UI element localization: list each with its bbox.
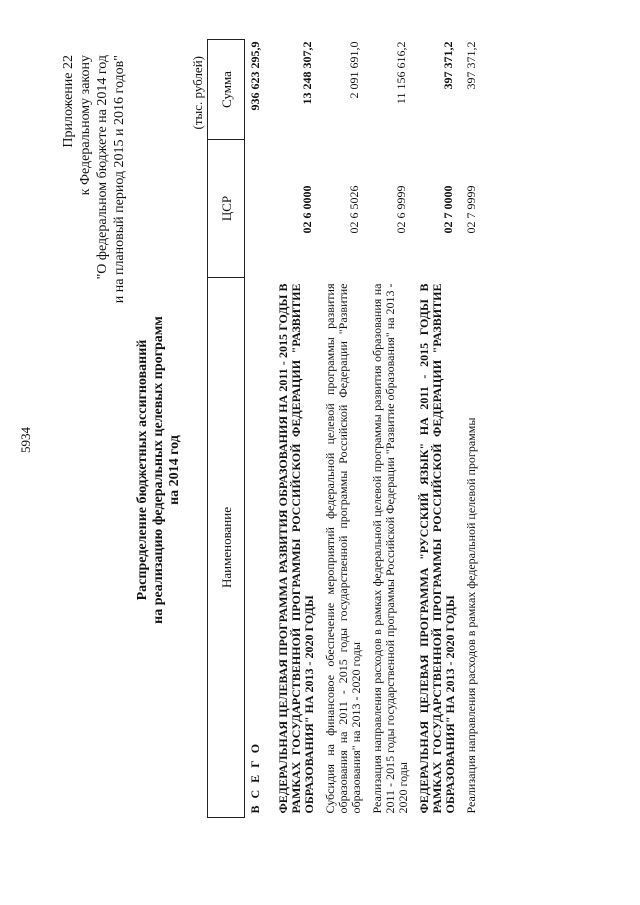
appendix-header bbox=[60, 55, 128, 475]
appendix-line-1: Приложение 22 bbox=[61, 55, 76, 148]
header-name: Наименование bbox=[208, 278, 245, 818]
total-row bbox=[245, 40, 274, 818]
row-name: Субсидия на финансовое обеспечение мероприятий федеральной целевой программы развития образования на 2011 - 2015 годы государственной программы Российской Федерации "Развитие образования" на 2013 - 2020 годы bbox=[323, 283, 363, 814]
row-name: ФЕДЕРАЛЬНАЯ ЦЕЛЕВАЯ ПРОГРАММА "РУССКИЙ ЯЗЫК" НА 2011 - 2015 ГОДЫ В РАМКАХ ГОСУДАРСТВЕННОЙ ПРОГРАММЫ РОССИЙСКОЙ ФЕДЕРАЦИИ "РАЗВИТИЕ ОБРАЗОВАНИЯ" НА 2013 - 2020 ГОДЫ bbox=[417, 283, 457, 814]
row-code: 02 6 9999 bbox=[394, 185, 408, 234]
budget-table bbox=[207, 39, 484, 818]
appendix-line-3: "О федеральном бюджете на 2014 год bbox=[95, 55, 110, 280]
appendix-line-2: к Федеральному закону bbox=[78, 55, 93, 196]
row-name: ФЕДЕРАЛЬНАЯ ЦЕЛЕВАЯ ПРОГРАММА РАЗВИТИЯ ОБРАЗОВАНИЯ НА 2011 - 2015 ГОДЫ В РАМКАХ ГОСУДАРСТВЕННОЙ ПРОГРАММЫ РОССИЙСКОЙ ФЕДЕРАЦИИ "РАЗВИТИЕ ОБРАЗОВАНИЯ" НА 2013 - 2020 ГОДЫ bbox=[276, 283, 316, 814]
total-label-text: В С Е Г О bbox=[248, 741, 262, 814]
total-amount: 936 623 295,9 bbox=[248, 41, 262, 111]
header-amount: Сумма bbox=[208, 40, 245, 140]
title-line-3: на 2014 год bbox=[167, 435, 182, 505]
page-number: 5934 bbox=[18, 427, 33, 453]
row-code: 02 6 0000 bbox=[300, 185, 314, 234]
table-header-row bbox=[208, 40, 245, 818]
table-row bbox=[414, 40, 461, 818]
appendix-line-4: и на плановый период 2015 и 2016 годов" bbox=[112, 55, 127, 304]
row-amount: 397 371,2 bbox=[441, 41, 455, 90]
unit-note: (тыс. рублей) bbox=[190, 56, 205, 130]
table-row bbox=[273, 40, 320, 818]
row-name: Реализация направления расходов в рамках федеральной целевой программы развития образования на 2011 - 2015 годы государственной программы Российской Федерации "Развитие образования" на 2013 - 2020 годы bbox=[370, 283, 410, 814]
row-code: 02 6 5026 bbox=[347, 185, 361, 234]
table-row bbox=[320, 40, 367, 818]
table-row bbox=[367, 40, 414, 818]
header-code: ЦСР bbox=[208, 140, 245, 278]
row-code: 02 7 9999 bbox=[464, 185, 478, 234]
row-amount: 397 371,2 bbox=[464, 41, 478, 90]
row-code: 02 7 0000 bbox=[441, 185, 455, 234]
title-line-2: на реализацию федеральных целевых программ bbox=[151, 316, 166, 624]
row-name: Реализация направления расходов в рамках федеральной целевой программы bbox=[464, 417, 478, 814]
row-amount: 13 248 307,2 bbox=[300, 41, 314, 105]
table-row bbox=[461, 40, 484, 818]
total-label bbox=[245, 278, 274, 818]
total-code bbox=[245, 140, 274, 278]
title-line-1: Распределение бюджетных ассигнований bbox=[135, 339, 150, 601]
row-amount: 2 091 691,0 bbox=[347, 41, 361, 99]
document-title bbox=[135, 210, 183, 730]
row-amount: 11 156 616,2 bbox=[394, 41, 408, 105]
